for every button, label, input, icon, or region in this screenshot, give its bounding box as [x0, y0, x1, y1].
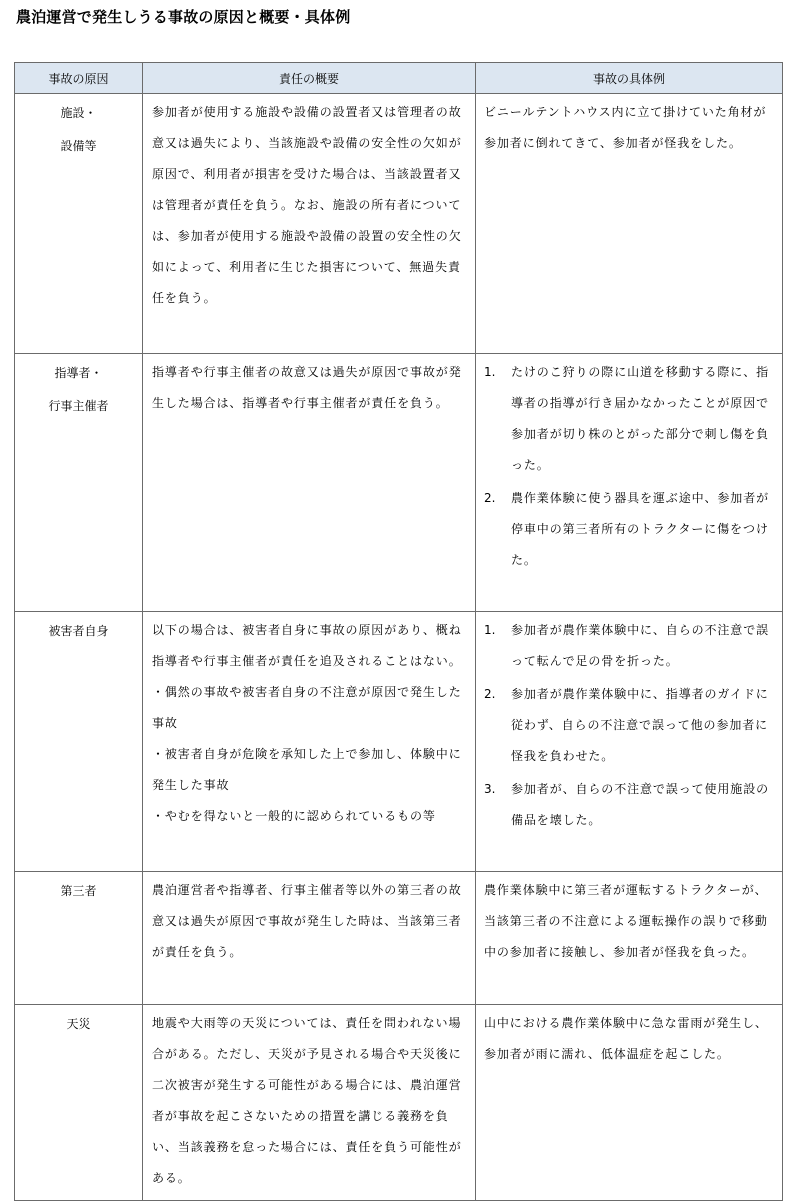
cause-text: 施設・	[60, 106, 97, 120]
bullet-item: ・被害者自身が危険を承知した上で参加し、体験中に発生した事故	[152, 747, 462, 792]
cause-text: 設備等	[60, 139, 97, 153]
examples-cell	[476, 94, 783, 354]
examples-cell	[476, 612, 783, 872]
header-cause: 事故の原因	[15, 63, 143, 94]
examples-cell	[476, 872, 783, 1005]
table-row	[15, 872, 783, 1005]
header-summary: 責任の概要	[143, 63, 476, 94]
example-text: ビニールテントハウス内に立て掛けていた角材が参加者に倒れてきて、参加者が怪我をした。	[484, 105, 767, 150]
examples-cell	[476, 354, 783, 612]
cause-cell	[15, 354, 143, 612]
table-row	[15, 94, 783, 354]
table-row	[15, 1005, 783, 1201]
example-text: 参加者が、自らの不注意で誤って使用施設の備品を壊した。	[511, 782, 770, 827]
summary-cell	[143, 94, 476, 354]
table-row	[15, 612, 783, 872]
cause-text: 第三者	[60, 884, 97, 898]
cause-text: 被害者自身	[48, 624, 109, 638]
header-row	[15, 63, 783, 94]
summary-cell	[143, 872, 476, 1005]
cause-cell	[15, 1005, 143, 1201]
example-text: 農作業体験に使う器具を運ぶ途中、参加者が停車中の第三者所有のトラクターに傷をつけた。	[511, 491, 770, 567]
summary-cell	[143, 354, 476, 612]
list-number: 3.	[484, 782, 496, 796]
list-number: 1.	[484, 365, 496, 379]
list-item	[484, 357, 774, 481]
cause-text: 天災	[66, 1017, 91, 1031]
list-number: 2.	[484, 491, 496, 505]
list-item	[484, 679, 774, 772]
bullet-item: ・やむを得ないと一般的に認められているもの等	[152, 809, 436, 823]
cause-cell	[15, 94, 143, 354]
cause-cell	[15, 612, 143, 872]
summary-text: 地震や大雨等の天災については、責任を問われない場合がある。ただし、天災が予見される場合や天災後に二次被害が発生する可能性がある場合には、農泊運営者が事故を起こさないための措置を講じる義務を負い、当該義務を怠った場合には、責任を負う可能性がある。	[152, 1016, 462, 1185]
example-text: 山中における農作業体験中に急な雷雨が発生し、参加者が雨に濡れ、低体温症を起こした。	[484, 1016, 768, 1061]
table-row	[15, 354, 783, 612]
list-number: 2.	[484, 687, 496, 701]
cause-text: 指導者・	[54, 366, 103, 380]
list-number: 1.	[484, 623, 496, 637]
example-text: たけのこ狩りの際に山道を移動する際に、指導者の指導が行き届かなかったことが原因で参加者が切り株のとがった部分で刺し傷を負った。	[511, 365, 770, 472]
summary-text: 参加者が使用する施設や設備の設置者又は管理者の故意又は過失により、当該施設や設備の安全性の欠如が原因で、利用者が損害を受けた場合は、当該設置者又は管理者が責任を負う。なお、施設の所有者については、参加者が使用する施設や設備の設置の安全性の欠如によって、利用者に生じた損害について、無過失責任を負う。	[152, 105, 462, 305]
list-item	[484, 483, 774, 576]
example-list	[484, 615, 774, 836]
summary-text: 以下の場合は、被害者自身に事故の原因があり、概ね指導者や行事主催者が責任を追及されることはない。	[152, 623, 462, 668]
summary-text: 指導者や行事主催者の故意又は過失が原因で事故が発生した場合は、指導者や行事主催者が責任を負う。	[152, 365, 462, 410]
page-title: 農泊運営で発生しうる事故の原因と概要・具体例	[16, 8, 351, 26]
header-examples: 事故の具体例	[476, 63, 783, 94]
summary-cell	[143, 612, 476, 872]
example-text: 農作業体験中に第三者が運転するトラクターが、当該第三者の不注意による運転操作の誤りで移動中の参加者に接触し、参加者が怪我を負った。	[484, 883, 768, 959]
examples-cell	[476, 1005, 783, 1201]
summary-cell	[143, 1005, 476, 1201]
bullet-item: ・偶然の事故や被害者自身の不注意が原因で発生した事故	[152, 685, 462, 730]
list-item	[484, 774, 774, 836]
example-list	[484, 357, 774, 576]
example-text: 参加者が農作業体験中に、指導者のガイドに従わず、自らの不注意で誤って他の参加者に怪我を負わせた。	[511, 687, 769, 763]
cause-cell	[15, 872, 143, 1005]
list-item	[484, 615, 774, 677]
cause-text: 行事主催者	[48, 399, 109, 413]
accident-table	[14, 62, 783, 1201]
summary-text: 農泊運営者や指導者、行事主催者等以外の第三者の故意又は過失が原因で事故が発生した時は、当該第三者が責任を負う。	[152, 883, 462, 959]
example-text: 参加者が農作業体験中に、自らの不注意で誤って転んで足の骨を折った。	[511, 623, 770, 668]
